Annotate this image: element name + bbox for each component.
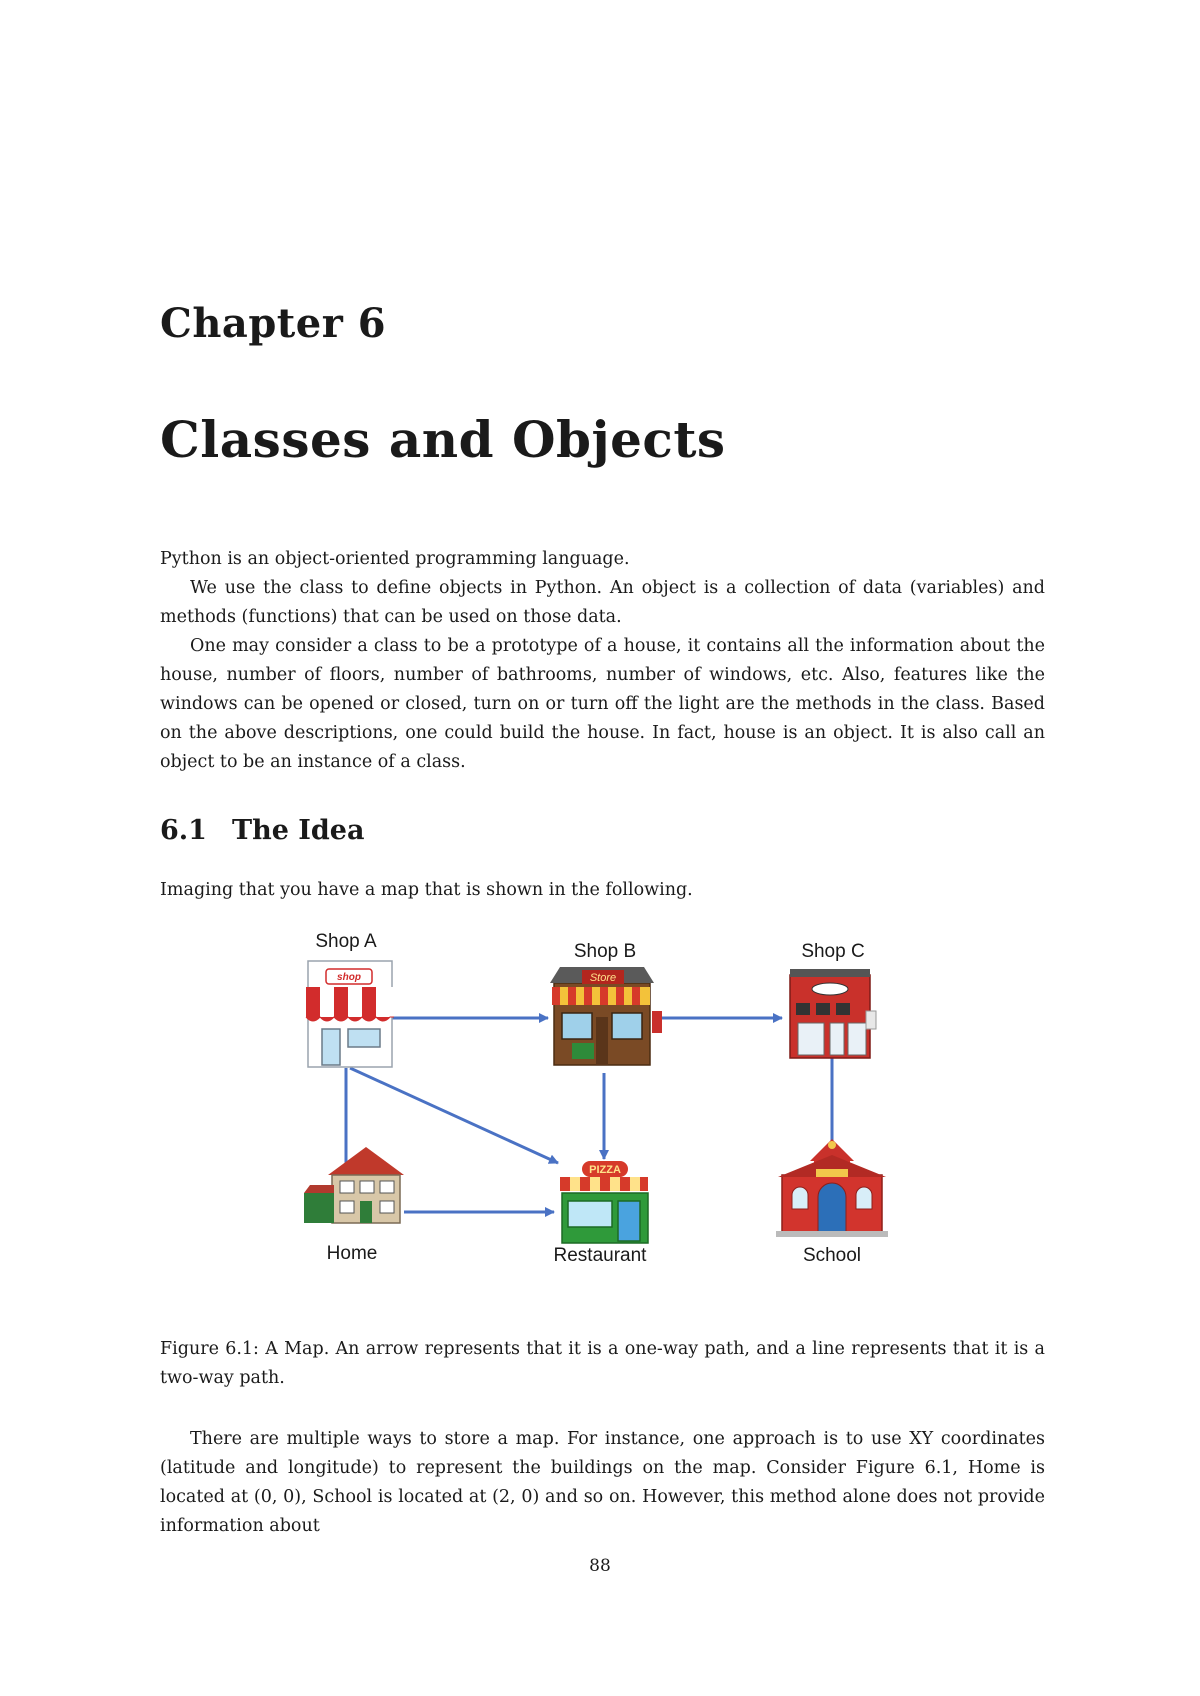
- restaurant-label: Restaurant: [553, 1245, 647, 1266]
- home-label: Home: [326, 1243, 378, 1264]
- restaurant-sign: PIZZA: [589, 1164, 621, 1176]
- figure-caption: Figure 6.1: A Map. An arrow represents that it is a one-way path, and a line represents that it is a two-way path.: [160, 1339, 1045, 1388]
- shop-c-building: [790, 969, 876, 1058]
- restaurant-building: [560, 1161, 648, 1243]
- intro-paragraph-2: We use the class to define objects in Python. An object is a collection of data (variables) and methods (functions) that can be used on those data.: [160, 578, 1045, 627]
- shop-a-label: Shop A: [315, 931, 377, 952]
- shop-b-building: [550, 967, 662, 1065]
- school-label: School: [802, 1245, 862, 1266]
- intro-text: [160, 545, 1045, 777]
- shop-a-sign: shop: [337, 972, 361, 983]
- page-number: 88: [589, 1556, 611, 1576]
- intro-paragraph-1: Python is an object-oriented programming language.: [160, 549, 630, 569]
- shop-b-sign: Store: [589, 972, 617, 984]
- intro-paragraph-3: One may consider a class to be a prototype of a house, it contains all the information about the house, number of floors, number of bathrooms, number of windows, etc. Also, features like the windows can be opened or closed, turn on or turn off the light are the methods in the class. Based on the above descriptions, one could build the house. In fact, house is an object. It is also call an object to be an instance of a class.: [160, 636, 1045, 772]
- chapter-label: Chapter 6: [160, 300, 387, 347]
- closing-text: [160, 1425, 1045, 1541]
- section-heading: [160, 815, 364, 846]
- section-number: 6.1: [160, 815, 207, 846]
- map-figure: [300, 925, 920, 1295]
- shop-b-label: Shop B: [573, 941, 637, 962]
- shop-a-building: [306, 961, 394, 1067]
- home-building: [304, 1147, 404, 1223]
- section-title: The Idea: [232, 815, 365, 846]
- school-building: [776, 1139, 888, 1237]
- chapter-title: Classes and Objects: [160, 410, 726, 469]
- map-diagram: [300, 925, 920, 1295]
- section-intro-text: Imaging that you have a map that is shown in the following.: [160, 880, 693, 900]
- shop-c-label: Shop C: [801, 941, 865, 962]
- edge-shopa-to-restaurant: [350, 1068, 558, 1163]
- closing-paragraph: There are multiple ways to store a map. For instance, one approach is to use XY coordinates (latitude and longitude) to represent the buildings on the map. Consider Figure 6.1, Home is located at (0, 0), School is located at (2, 0) and so on. However, this method alone does not provide information about: [160, 1429, 1045, 1536]
